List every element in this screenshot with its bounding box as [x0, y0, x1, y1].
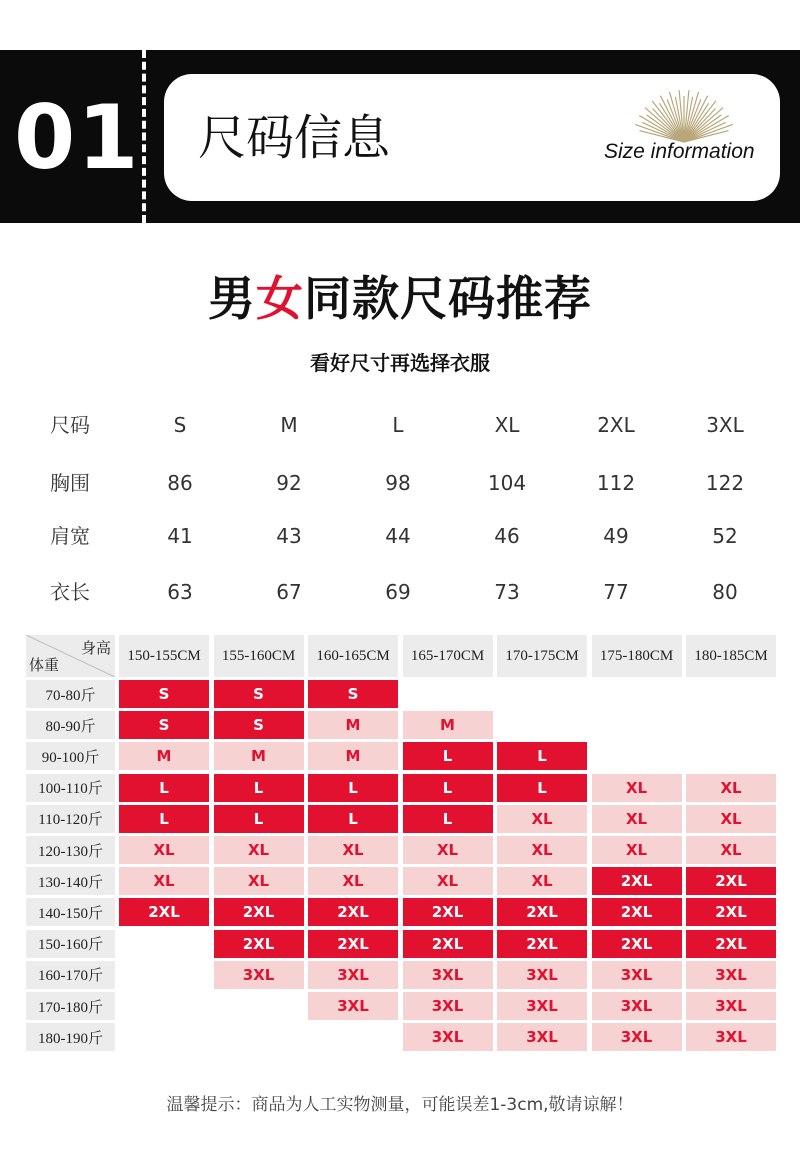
size-cell: 49 [603, 524, 629, 548]
corner-height-label: 身高 [80, 639, 111, 657]
grid-size-cell: XL [308, 867, 398, 895]
size-cell: 92 [276, 471, 302, 495]
grid-size-cell: S [214, 680, 304, 708]
size-header-cell: M [280, 413, 298, 437]
grid-size-cell: L [403, 805, 493, 833]
corner-weight-label: 体重 [29, 656, 60, 674]
grid-size-cell: 3XL [403, 992, 493, 1020]
grid-size-cell: 3XL [308, 961, 398, 989]
grid-size-cell: 2XL [497, 930, 587, 958]
grid-weight-header: 130-140斤 [26, 867, 115, 895]
grid-size-cell: 3XL [403, 1023, 493, 1051]
grid-weight-header: 110-120斤 [26, 805, 115, 833]
size-cell: 77 [603, 580, 629, 604]
size-header-cell: 3XL [706, 413, 744, 437]
grid-size-cell: 3XL [497, 961, 587, 989]
grid-size-cell: XL [497, 836, 587, 864]
size-cell: 41 [167, 524, 193, 548]
grid-weight-header: 150-160斤 [26, 930, 115, 958]
grid-size-cell: M [403, 711, 493, 739]
grid-height-header: 160-165CM [308, 635, 398, 677]
grid-size-cell: XL [214, 867, 304, 895]
grid-size-cell: L [214, 805, 304, 833]
headline-part-2: 女 [256, 272, 304, 327]
grid-size-cell: L [119, 774, 209, 802]
grid-size-cell: 3XL [592, 1023, 682, 1051]
grid-size-cell: XL [119, 867, 209, 895]
section-banner [0, 50, 800, 223]
grid-height-header: 180-185CM [686, 635, 776, 677]
grid-size-cell: 2XL [686, 898, 776, 926]
grid-size-cell: L [403, 774, 493, 802]
size-header-cell: S [173, 413, 187, 437]
headline-part-1: 男 [208, 272, 256, 327]
size-cell: 98 [385, 471, 411, 495]
grid-size-cell: 3XL [497, 992, 587, 1020]
subheadline: 看好尺寸再选择衣服 [310, 351, 490, 375]
grid-size-cell: M [214, 742, 304, 770]
size-row-label: 衣长 [50, 580, 90, 604]
size-cell: 104 [487, 471, 527, 495]
size-cell: 63 [167, 580, 193, 604]
grid-size-cell: 2XL [403, 930, 493, 958]
size-table-header-row [0, 405, 800, 445]
grid-size-cell: 2XL [592, 930, 682, 958]
section-title-pill [164, 74, 780, 201]
grid-size-cell: L [497, 774, 587, 802]
grid-weight-header: 90-100斤 [26, 742, 115, 770]
size-cell: 80 [712, 580, 738, 604]
grid-size-cell: XL [592, 774, 682, 802]
grid-weight-header: 100-110斤 [26, 774, 115, 802]
grid-size-cell: 2XL [592, 898, 682, 926]
grid-size-cell: XL [686, 836, 776, 864]
size-table-row [0, 463, 800, 503]
grid-size-cell: 2XL [686, 867, 776, 895]
size-cell: 86 [167, 471, 193, 495]
grid-size-cell: XL [119, 836, 209, 864]
size-cell: 67 [276, 580, 302, 604]
grid-size-cell: S [119, 680, 209, 708]
grid-size-cell: L [308, 774, 398, 802]
grid-corner-cell [26, 635, 115, 677]
grid-size-cell: 2XL [308, 930, 398, 958]
grid-size-cell: XL [592, 805, 682, 833]
section-subtitle: Size information [604, 140, 755, 163]
grid-size-cell: XL [592, 836, 682, 864]
grid-size-cell: 2XL [403, 898, 493, 926]
grid-size-cell: XL [403, 867, 493, 895]
section-number: 01 [14, 86, 141, 189]
grid-weight-header: 70-80斤 [26, 680, 115, 708]
grid-size-cell: XL [214, 836, 304, 864]
grid-weight-header: 80-90斤 [26, 711, 115, 739]
grid-height-header: 150-155CM [119, 635, 209, 677]
grid-size-cell: 2XL [686, 930, 776, 958]
grid-size-cell: 3XL [686, 1023, 776, 1051]
grid-size-cell: S [214, 711, 304, 739]
grid-size-cell: XL [686, 774, 776, 802]
grid-size-cell: M [308, 711, 398, 739]
grid-size-cell: 2XL [214, 930, 304, 958]
grid-size-cell: 3XL [592, 992, 682, 1020]
footer-note: 温馨提示：商品为人工实物测量，可能误差1-3cm,敬请谅解！ [166, 1095, 634, 1115]
size-table-label: 尺码 [50, 413, 90, 437]
headline [0, 268, 800, 332]
grid-size-cell: L [497, 742, 587, 770]
grid-size-cell: 3XL [686, 992, 776, 1020]
grid-size-cell: 3XL [214, 961, 304, 989]
grid-size-cell: 2XL [497, 898, 587, 926]
grid-height-header: 155-160CM [214, 635, 304, 677]
grid-size-cell: L [403, 742, 493, 770]
grid-size-cell: XL [308, 836, 398, 864]
grid-size-cell: L [119, 805, 209, 833]
headline-part-3: 同款尺码推荐 [304, 272, 592, 327]
size-table-row [0, 516, 800, 556]
dashed-divider [142, 50, 146, 223]
size-cell: 44 [385, 524, 411, 548]
size-header-cell: 2XL [597, 413, 635, 437]
grid-weight-header: 160-170斤 [26, 961, 115, 989]
grid-size-cell: 2XL [592, 867, 682, 895]
grid-size-cell: 3XL [497, 1023, 587, 1051]
size-header-cell: L [392, 413, 404, 437]
size-header-cell: XL [494, 413, 520, 437]
grid-size-cell: XL [403, 836, 493, 864]
grid-height-header: 175-180CM [592, 635, 682, 677]
size-cell: 112 [596, 471, 636, 495]
section-title: 尺码信息 [198, 110, 391, 166]
grid-size-cell: L [308, 805, 398, 833]
grid-size-cell: M [308, 742, 398, 770]
size-row-label: 肩宽 [50, 524, 90, 548]
size-row-label: 胸围 [50, 471, 90, 495]
grid-size-cell: 3XL [403, 961, 493, 989]
size-cell: 122 [705, 471, 745, 495]
size-cell: 73 [494, 580, 520, 604]
grid-size-cell: S [119, 711, 209, 739]
grid-size-cell: XL [497, 805, 587, 833]
grid-size-cell: M [119, 742, 209, 770]
size-cell: 43 [276, 524, 302, 548]
grid-size-cell: L [214, 774, 304, 802]
grid-size-cell: S [308, 680, 398, 708]
size-cell: 46 [494, 524, 520, 548]
grid-size-cell: 3XL [592, 961, 682, 989]
grid-size-cell: XL [686, 805, 776, 833]
grid-size-cell: 3XL [686, 961, 776, 989]
grid-size-cell: 2XL [214, 898, 304, 926]
grid-weight-header: 170-180斤 [26, 992, 115, 1020]
sunburst-icon [619, 88, 749, 144]
size-table-row [0, 572, 800, 612]
grid-size-cell: 2XL [308, 898, 398, 926]
grid-weight-header: 140-150斤 [26, 898, 115, 926]
grid-size-cell: XL [497, 867, 587, 895]
size-cell: 52 [712, 524, 738, 548]
grid-weight-header: 120-130斤 [26, 836, 115, 864]
size-cell: 69 [385, 580, 411, 604]
grid-size-cell: 2XL [119, 898, 209, 926]
grid-size-cell: 3XL [308, 992, 398, 1020]
grid-weight-header: 180-190斤 [26, 1023, 115, 1051]
grid-height-header: 165-170CM [403, 635, 493, 677]
grid-height-header: 170-175CM [497, 635, 587, 677]
